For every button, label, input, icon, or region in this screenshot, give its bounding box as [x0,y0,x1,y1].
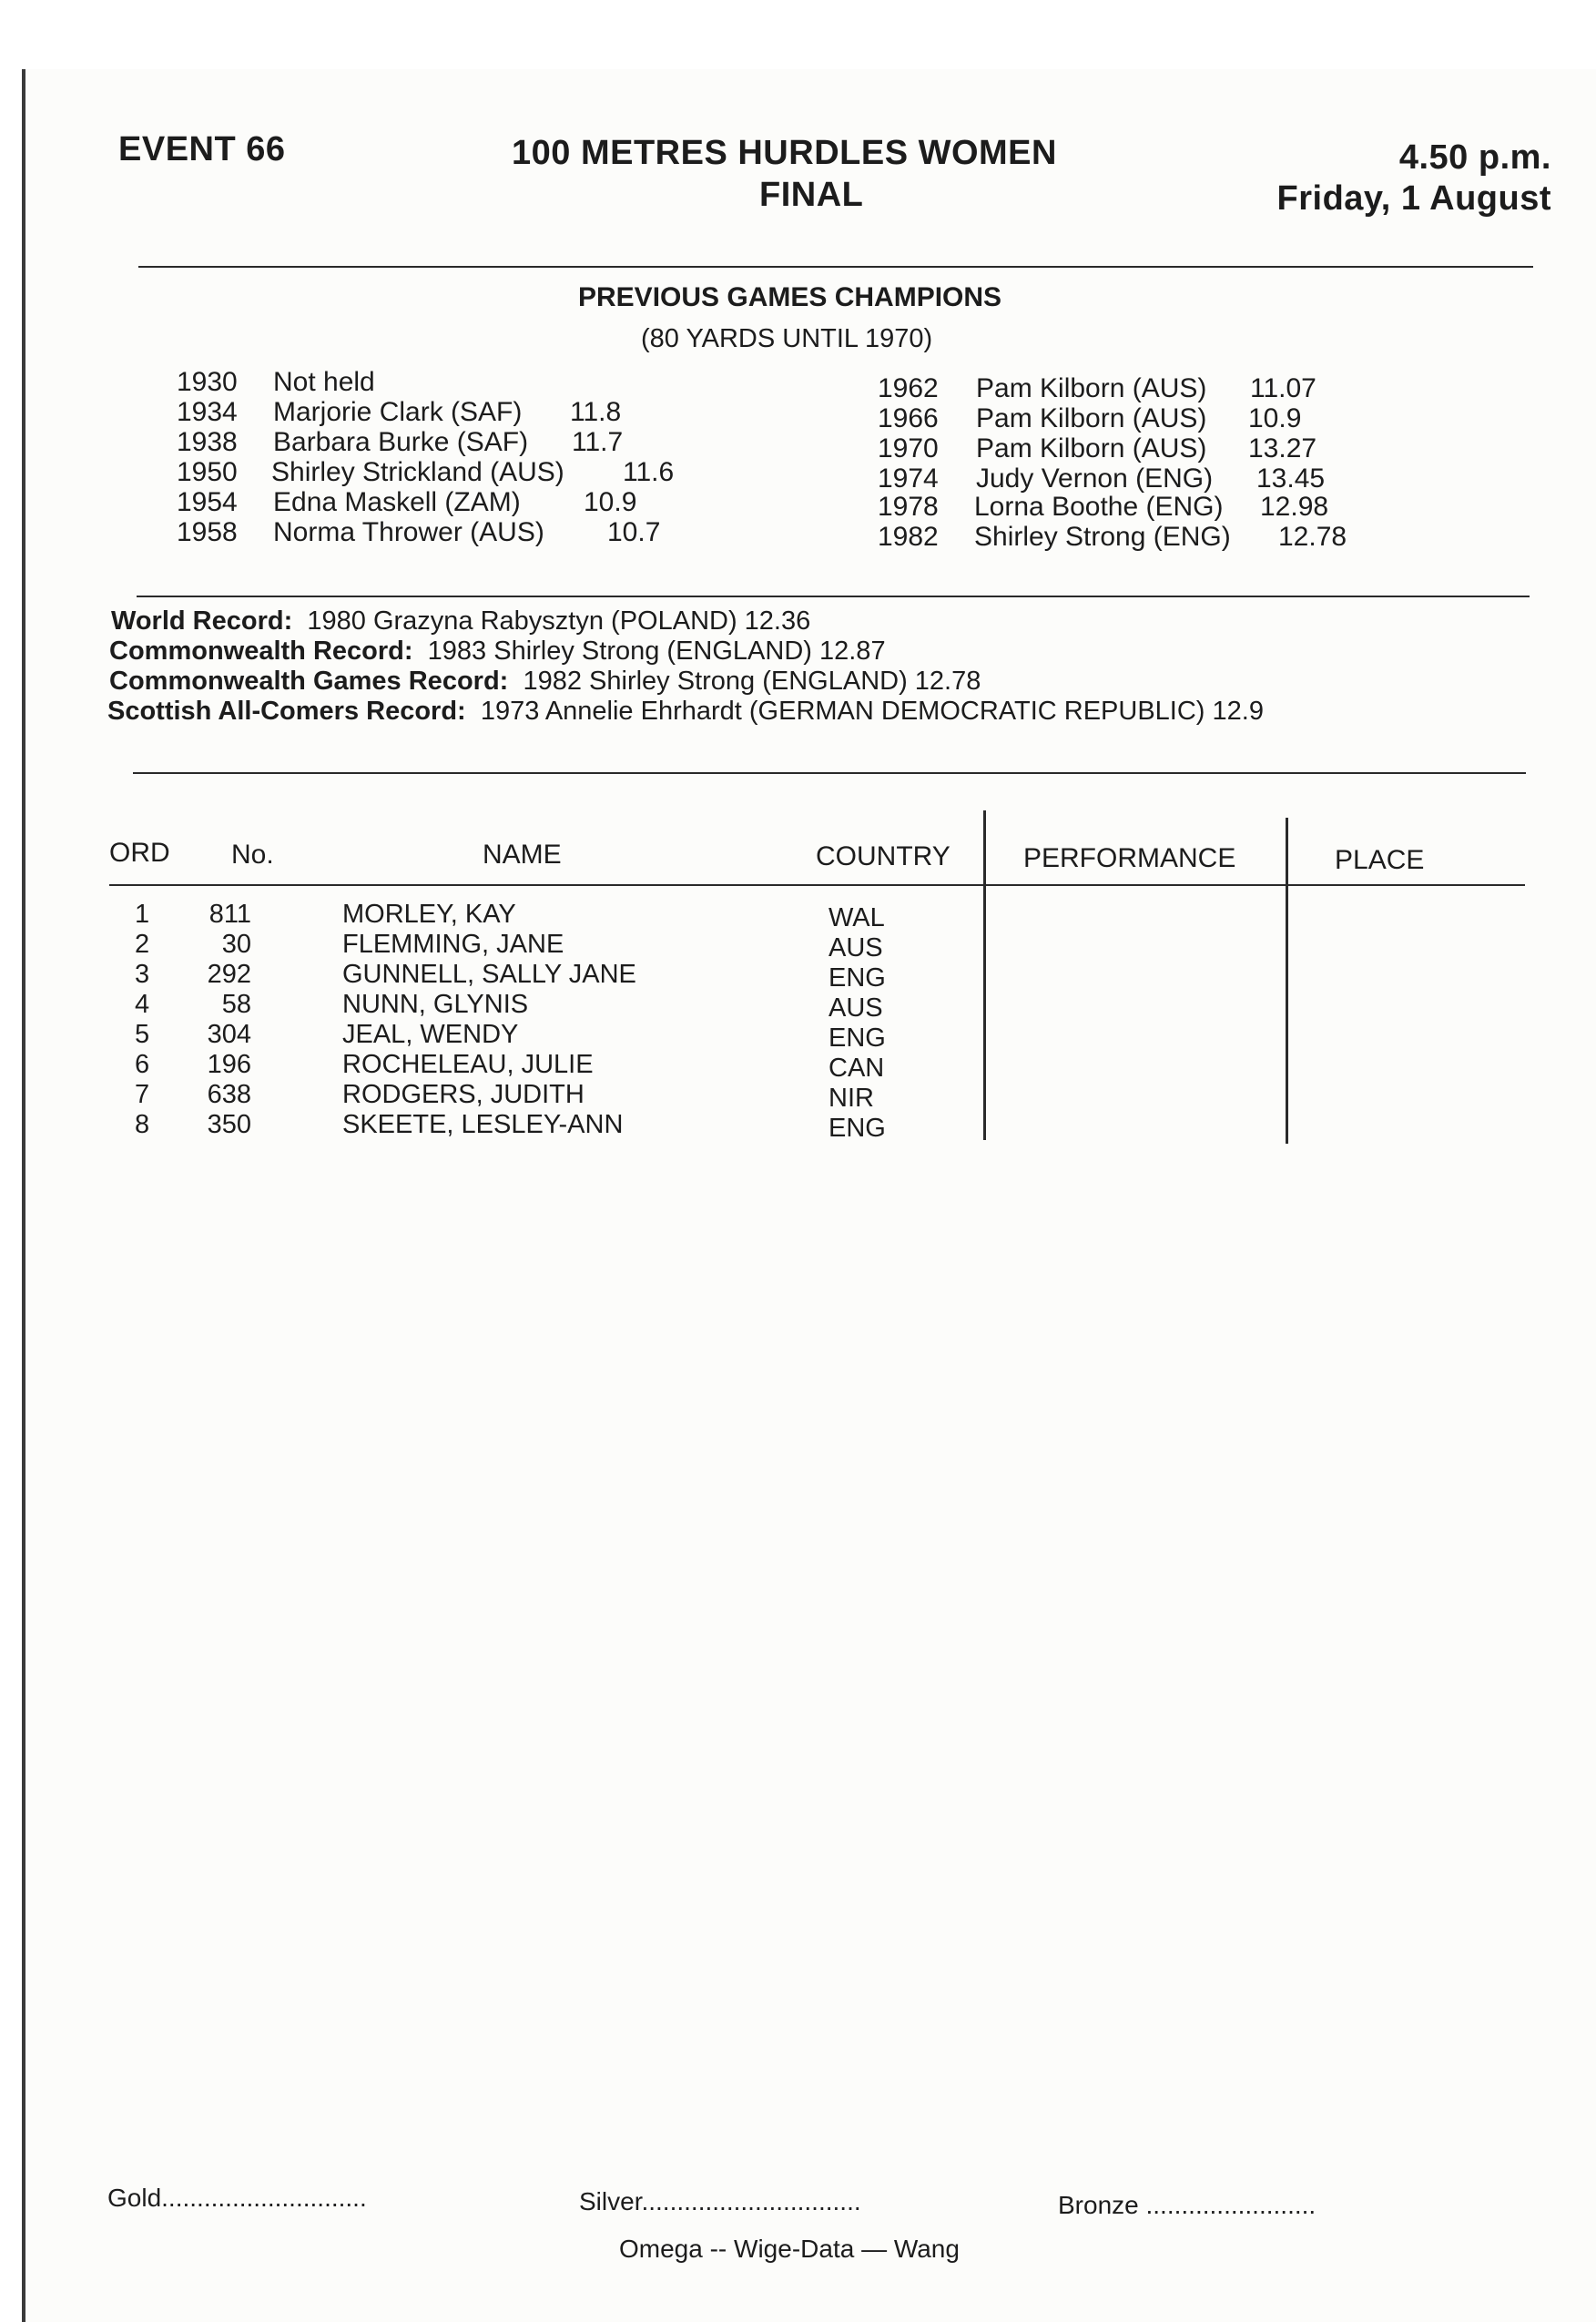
place-column-line [1286,818,1288,1144]
divider-champions [137,596,1530,597]
champion-name: Shirley Strickland (AUS) [271,457,564,487]
champion-year: 1958 [177,517,238,547]
champion-time: 10.9 [1248,403,1302,433]
cell-country: ENG [828,1024,886,1053]
champion-name: Lorna Boothe (ENG) [974,492,1224,522]
cell-name: JEAL, WENDY [342,1020,519,1049]
champion-year: 1938 [177,427,238,457]
champion-name: Norma Thrower (AUS) [273,517,544,547]
cell-no: 292 [207,960,251,989]
champion-time: 12.78 [1278,522,1347,552]
cell-ord: 8 [135,1110,150,1139]
record-value: 1982 Shirley Strong (ENGLAND) 12.78 [523,667,981,696]
col-header-ord: ORD [109,838,170,868]
cell-ord: 4 [135,990,150,1019]
col-header-country: COUNTRY [816,841,950,871]
cell-no: 811 [208,900,251,929]
cell-ord: 7 [135,1080,150,1109]
champion-year: 1982 [878,522,939,552]
event-date: Friday, 1 August [1276,179,1551,218]
champion-time: 11.7 [572,427,624,457]
cell-ord: 1 [135,900,150,929]
performance-column-line [983,810,986,1140]
cell-name: NUNN, GLYNIS [342,990,529,1019]
cell-name: RODGERS, JUDITH [342,1080,585,1109]
cell-country: AUS [828,933,883,962]
cell-name: GUNNELL, SALLY JANE [342,960,636,989]
cell-ord: 6 [135,1050,150,1079]
record-label: Commonwealth Record: [109,637,413,666]
champion-year: 1934 [177,397,238,427]
champion-year: 1974 [878,463,939,494]
champion-year: 1954 [177,487,238,517]
cell-no: 196 [207,1050,251,1079]
cell-country: ENG [828,963,886,993]
champions-subtitle: (80 YARDS UNTIL 1970) [641,324,933,353]
champion-year: 1930 [177,367,238,397]
champion-year: 1962 [878,373,939,403]
champion-name: Pam Kilborn (AUS) [976,403,1207,433]
world-record [111,606,810,637]
champions-title: PREVIOUS GAMES CHAMPIONS [578,282,1002,312]
gold-line: Gold............................. [107,2184,367,2212]
cell-name: ROCHELEAU, JULIE [342,1050,594,1079]
col-header-no: No. [231,840,274,870]
programme-page [22,69,1596,2322]
cell-ord: 3 [135,960,150,989]
champion-year: 1950 [177,457,238,487]
champion-name: Barbara Burke (SAF) [273,427,529,457]
cell-no: 30 [221,930,251,959]
champion-time: 11.6 [623,457,675,487]
champion-year: 1966 [878,403,939,433]
col-header-name: NAME [483,840,562,870]
scottish-all-comers-record [107,697,1264,727]
champion-time: 13.45 [1256,463,1326,494]
record-label: World Record: [111,606,293,636]
timing-credit: Omega -- Wige-Data — Wang [619,2235,960,2263]
cell-country: WAL [828,903,885,932]
cell-ord: 5 [135,1020,150,1049]
champion-time: 10.7 [607,517,661,547]
champion-time: 13.27 [1248,433,1317,463]
cell-no: 638 [207,1080,251,1109]
champion-name: Shirley Strong (ENG) [974,522,1231,552]
champion-year: 1978 [878,492,939,522]
champion-time: 11.8 [570,397,622,427]
event-title: 100 METRES HURDLES WOMEN [512,134,1057,172]
cell-no: 304 [207,1020,251,1049]
cell-no: 58 [221,990,251,1019]
cell-country: AUS [828,993,883,1023]
commonwealth-games-record [109,667,981,697]
record-label: Scottish All-Comers Record: [107,697,466,726]
bronze-line: Bronze ........................ [1058,2191,1316,2219]
col-header-place: PLACE [1335,845,1425,875]
record-value: 1980 Grazyna Rabysztyn (POLAND) 12.36 [307,606,811,636]
champion-time: 10.9 [584,487,637,517]
champion-name: Marjorie Clark (SAF) [273,397,523,427]
champion-name: Not held [273,367,375,397]
event-round: FINAL [759,176,864,214]
event-time: 4.50 p.m. [1398,138,1551,177]
cell-no: 350 [207,1110,251,1139]
divider-header [138,266,1533,268]
record-value: 1983 Shirley Strong (ENGLAND) 12.87 [427,637,886,666]
cell-country: NIR [828,1084,874,1113]
champion-time: 12.98 [1260,492,1329,522]
commonwealth-record [109,637,886,667]
event-number: EVENT 66 [118,130,286,168]
champion-name: Pam Kilborn (AUS) [976,433,1207,463]
cell-name: SKEETE, LESLEY-ANN [342,1110,624,1139]
col-header-performance: PERFORMANCE [1023,843,1236,873]
silver-line: Silver............................... [579,2187,861,2215]
cell-name: FLEMMING, JANE [342,930,564,959]
table-header-rule [109,884,1525,886]
cell-ord: 2 [135,930,150,959]
record-value: 1973 Annelie Ehrhardt (GERMAN DEMOCRATIC REPUBLIC) 12.9 [480,697,1264,726]
record-label: Commonwealth Games Record: [109,667,509,696]
cell-country: ENG [828,1114,886,1143]
cell-name: MORLEY, KAY [342,900,516,929]
champion-name: Judy Vernon (ENG) [976,463,1214,494]
champion-time: 11.07 [1250,373,1316,403]
cell-country: CAN [828,1054,885,1083]
champion-name: Edna Maskell (ZAM) [273,487,521,517]
champion-name: Pam Kilborn (AUS) [976,373,1207,403]
divider-records [133,772,1526,774]
champion-year: 1970 [878,433,939,463]
